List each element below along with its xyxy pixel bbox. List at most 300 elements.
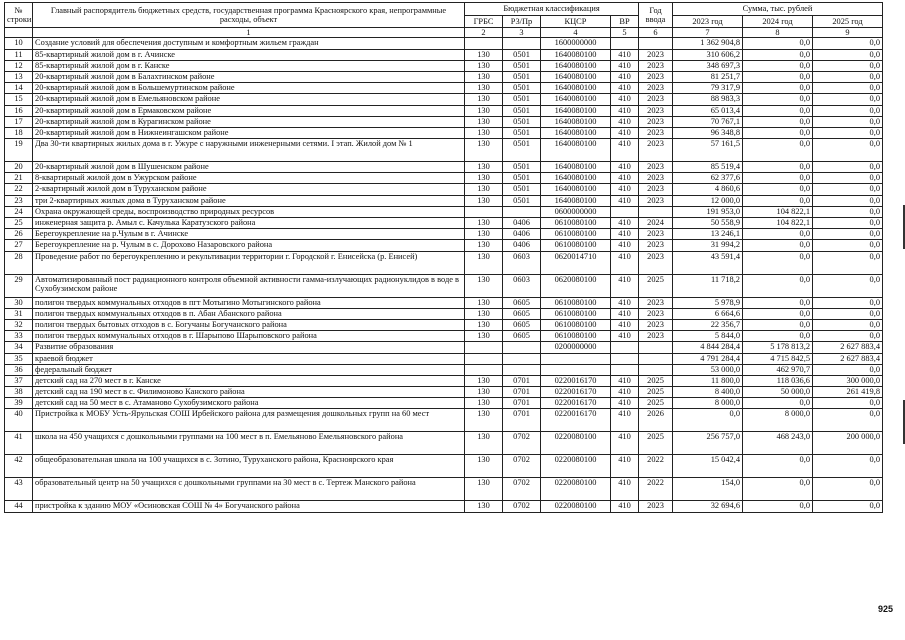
kcsr-code: 0610080100 [541,229,611,240]
table-row [5,116,883,127]
object-name: 20-квартирный жилой дом в Большемуртинском районе [33,83,465,94]
kcsr-code: 0610080100 [541,240,611,251]
sum-2025: 0,0 [813,38,883,49]
col-number: 7 [673,28,743,38]
rzpr-code: 0605 [503,308,541,319]
rzpr-code: 0406 [503,229,541,240]
grbs-code: 130 [465,501,503,512]
sum-2025: 2 627 883,4 [813,353,883,364]
table-row [5,319,883,330]
sum-2025: 0,0 [813,398,883,409]
table-row [5,127,883,138]
row-number: 25 [5,218,33,229]
rzpr-code: 0501 [503,139,541,162]
kcsr-code: 0220016170 [541,375,611,386]
grbs-code: 130 [465,83,503,94]
sum-2023: 5 978,9 [673,297,743,308]
kcsr-code: 0620080100 [541,274,611,297]
table-row [5,364,883,375]
row-number: 41 [5,432,33,455]
grbs-code: 130 [465,478,503,501]
sum-2024: 104 822,1 [743,218,813,229]
sum-2024: 0,0 [743,501,813,512]
row-number: 24 [5,206,33,217]
vr-code: 410 [611,116,639,127]
row-number: 17 [5,116,33,127]
vr-code: 410 [611,71,639,82]
vr-code: 410 [611,501,639,512]
sum-2025: 0,0 [813,94,883,105]
kcsr-code: 0220080100 [541,501,611,512]
sum-2025: 0,0 [813,184,883,195]
table-row [5,206,883,217]
commission-year: 2023 [639,331,673,342]
sum-2023: 22 356,7 [673,319,743,330]
kcsr-code [541,364,611,375]
table-row [5,387,883,398]
row-number: 10 [5,38,33,49]
grbs-code: 130 [465,240,503,251]
kcsr-code [541,353,611,364]
commission-year: 2023 [639,251,673,274]
row-number: 38 [5,387,33,398]
sum-2023: 4 791 284,4 [673,353,743,364]
rzpr-code: 0605 [503,331,541,342]
row-number: 20 [5,162,33,173]
vr-code [611,342,639,353]
vr-code: 410 [611,251,639,274]
kcsr-code: 1640080100 [541,173,611,184]
sum-2023: 0,0 [673,409,743,432]
sum-2025: 0,0 [813,501,883,512]
vr-code: 410 [611,319,639,330]
vr-code: 410 [611,94,639,105]
header-vr: ВР [611,16,639,28]
sum-2024: 104 822,1 [743,206,813,217]
commission-year: 2025 [639,398,673,409]
grbs-code [465,353,503,364]
grbs-code: 130 [465,229,503,240]
table-row [5,218,883,229]
row-number: 21 [5,173,33,184]
sum-2025: 0,0 [813,195,883,206]
commission-year: 2023 [639,297,673,308]
grbs-code: 130 [465,432,503,455]
kcsr-code: 0610080100 [541,297,611,308]
row-number: 26 [5,229,33,240]
sum-2023: 57 161,5 [673,139,743,162]
table-row [5,455,883,478]
grbs-code [465,364,503,375]
sum-2023: 5 844,0 [673,331,743,342]
rzpr-code: 0701 [503,409,541,432]
grbs-code: 130 [465,331,503,342]
sum-2024: 0,0 [743,139,813,162]
header-object-name: Главный распорядитель бюджетных средств, государственная программа Красноярского края, непрограммные расходы, объект [33,3,465,28]
sum-2023: 6 664,6 [673,308,743,319]
sum-2023: 96 348,8 [673,127,743,138]
object-name: 20-квартирный жилой дом в Нижнеингашском районе [33,127,465,138]
kcsr-code: 0220016170 [541,387,611,398]
object-name: 20-квартирный жилой дом в Курагинском районе [33,116,465,127]
rzpr-code: 0605 [503,297,541,308]
row-number: 27 [5,240,33,251]
sum-2023: 4 860,6 [673,184,743,195]
header-budget-classification: Бюджетная классификация [465,3,639,16]
vr-code: 410 [611,184,639,195]
table-row [5,162,883,173]
object-name: Пристройка к МОБУ Усть-Ярульская СОШ Ирбейского района для размещения дошкольных групп на 60 мест [33,409,465,432]
sum-2024: 4 715 842,5 [743,353,813,364]
table-row [5,195,883,206]
object-name: 20-квартирный жилой дом в Ермаковском районе [33,105,465,116]
row-number: 35 [5,353,33,364]
object-name: пристройка к зданию МОУ «Осиновская СОШ № 4» Богучанского района [33,501,465,512]
commission-year: 2024 [639,218,673,229]
rzpr-code: 0501 [503,162,541,173]
table-body [5,38,883,512]
kcsr-code: 0600000000 [541,206,611,217]
commission-year: 2023 [639,49,673,60]
sum-2023: 85 519,4 [673,162,743,173]
rzpr-code: 0701 [503,375,541,386]
rzpr-code [503,206,541,217]
rzpr-code: 0501 [503,173,541,184]
object-name: детский сад на 190 мест в с. Филимоново Канского района [33,387,465,398]
object-name: полигон твердых коммунальных отходов в г. Шарыпово Шарыповского района [33,331,465,342]
sum-2024: 0,0 [743,229,813,240]
commission-year: 2025 [639,274,673,297]
grbs-code: 130 [465,297,503,308]
sum-2023: 70 767,1 [673,116,743,127]
row-number: 44 [5,501,33,512]
sum-2024: 0,0 [743,184,813,195]
col-number: 6 [639,28,673,38]
sum-2024: 0,0 [743,455,813,478]
grbs-code: 130 [465,375,503,386]
sum-2023: 79 317,9 [673,83,743,94]
table-row [5,251,883,274]
sum-2024: 468 243,0 [743,432,813,455]
sum-2025: 0,0 [813,455,883,478]
table-row [5,105,883,116]
grbs-code: 130 [465,409,503,432]
row-number: 31 [5,308,33,319]
sum-2025: 261 419,8 [813,387,883,398]
rzpr-code: 0501 [503,60,541,71]
sum-2023: 13 246,1 [673,229,743,240]
sum-2025: 2 627 883,4 [813,342,883,353]
sum-2023: 65 013,4 [673,105,743,116]
grbs-code: 130 [465,49,503,60]
object-name: полигон твердых коммунальных отходов в пгт Мотыгино Мотыгинского района [33,297,465,308]
sum-2025: 0,0 [813,127,883,138]
grbs-code: 130 [465,105,503,116]
sum-2025: 0,0 [813,60,883,71]
vr-code [611,206,639,217]
object-name: Берегоукрепление на р. Чулым в с. Дорохово Назаровского района [33,240,465,251]
budget-table [4,2,883,513]
sum-2025: 0,0 [813,83,883,94]
row-number: 36 [5,364,33,375]
rzpr-code: 0701 [503,387,541,398]
grbs-code: 130 [465,274,503,297]
rzpr-code: 0702 [503,501,541,512]
table-row [5,83,883,94]
vr-code: 410 [611,240,639,251]
vr-code: 410 [611,60,639,71]
sum-2025: 0,0 [813,116,883,127]
rzpr-code: 0406 [503,218,541,229]
grbs-code: 130 [465,184,503,195]
table-row [5,398,883,409]
object-name: 2-квартирный жилой дом в Туруханском районе [33,184,465,195]
vr-code: 410 [611,308,639,319]
kcsr-code: 1640080100 [541,127,611,138]
vr-code: 410 [611,375,639,386]
row-number: 33 [5,331,33,342]
commission-year: 2023 [639,184,673,195]
sum-2025: 0,0 [813,297,883,308]
vr-code [611,38,639,49]
table-row [5,331,883,342]
grbs-code: 130 [465,173,503,184]
table-row [5,353,883,364]
col-number: 8 [743,28,813,38]
row-number: 42 [5,455,33,478]
sum-2024: 0,0 [743,49,813,60]
grbs-code: 130 [465,162,503,173]
row-number: 15 [5,94,33,105]
vr-code [611,364,639,375]
commission-year: 2025 [639,432,673,455]
table-row [5,71,883,82]
grbs-code: 130 [465,455,503,478]
kcsr-code: 1640080100 [541,139,611,162]
object-name: 20-квартирный жилой дом в Балахтинском районе [33,71,465,82]
commission-year [639,364,673,375]
sum-2025: 300 000,0 [813,375,883,386]
grbs-code [465,342,503,353]
sum-2024: 0,0 [743,274,813,297]
sum-2024: 0,0 [743,116,813,127]
object-name: Два 30-ти квартирных жилых дома в г. Ужуре с наружными инженерными сетями. I этап. Жилой дом № 1 [33,139,465,162]
col-number: 5 [611,28,639,38]
row-number: 29 [5,274,33,297]
commission-year: 2023 [639,105,673,116]
row-number: 16 [5,105,33,116]
commission-year: 2023 [639,139,673,162]
grbs-code: 130 [465,60,503,71]
grbs-code: 130 [465,116,503,127]
kcsr-code: 0610080100 [541,308,611,319]
object-name: детский сад на 50 мест в с. Атаманово Сухобузимского района [33,398,465,409]
row-number: 37 [5,375,33,386]
kcsr-code: 1640080100 [541,49,611,60]
sum-2023: 191 953,0 [673,206,743,217]
commission-year [639,38,673,49]
commission-year: 2023 [639,116,673,127]
sum-2024: 0,0 [743,297,813,308]
grbs-code: 130 [465,387,503,398]
header-grbs: ГРБС [465,16,503,28]
kcsr-code: 0220016170 [541,409,611,432]
table-row [5,342,883,353]
sum-2025: 0,0 [813,240,883,251]
sum-2023: 256 757,0 [673,432,743,455]
row-number: 40 [5,409,33,432]
commission-year: 2023 [639,240,673,251]
commission-year: 2023 [639,173,673,184]
sum-2024: 0,0 [743,398,813,409]
kcsr-code: 1640080100 [541,195,611,206]
sum-2023: 11 800,0 [673,375,743,386]
vr-code: 410 [611,195,639,206]
sum-2024: 0,0 [743,240,813,251]
rzpr-code: 0501 [503,94,541,105]
sum-2024: 0,0 [743,308,813,319]
row-number: 39 [5,398,33,409]
header-year-2024: 2024 год [743,16,813,28]
grbs-code: 130 [465,398,503,409]
kcsr-code: 1640080100 [541,105,611,116]
table-row [5,49,883,60]
vr-code: 410 [611,398,639,409]
sum-2024: 0,0 [743,162,813,173]
table-row [5,478,883,501]
sum-2024: 0,0 [743,195,813,206]
object-name: 85-квартирный жилой дом в г. Канске [33,60,465,71]
commission-year: 2023 [639,60,673,71]
kcsr-code: 1600000000 [541,38,611,49]
object-name: образовательный центр на 50 учащихся с дошкольными группами на 30 мест в с. Тертеж Манского района [33,478,465,501]
sum-2025: 0,0 [813,71,883,82]
sum-2025: 0,0 [813,105,883,116]
rzpr-code: 0501 [503,127,541,138]
object-name: 20-квартирный жилой дом в Шушенском районе [33,162,465,173]
sum-2024: 0,0 [743,83,813,94]
commission-year [639,206,673,217]
kcsr-code: 0610080100 [541,218,611,229]
table-row [5,308,883,319]
grbs-code: 130 [465,94,503,105]
sum-2023: 11 718,2 [673,274,743,297]
kcsr-code: 0620014710 [541,251,611,274]
grbs-code: 130 [465,127,503,138]
header-kcsr: КЦСР [541,16,611,28]
vr-code: 410 [611,331,639,342]
commission-year [639,353,673,364]
commission-year: 2023 [639,94,673,105]
table-row [5,274,883,297]
object-name: 85-квартирный жилой дом в г. Ачинске [33,49,465,60]
sum-2025: 0,0 [813,319,883,330]
commission-year: 2023 [639,195,673,206]
vr-code: 410 [611,173,639,184]
vr-code: 410 [611,432,639,455]
object-name: краевой бюджет [33,353,465,364]
sum-2024: 0,0 [743,331,813,342]
table-row [5,229,883,240]
object-name: полигон твердых коммунальных отходов в п. Абан Абанского района [33,308,465,319]
rzpr-code: 0501 [503,195,541,206]
vr-code: 410 [611,49,639,60]
table-row [5,297,883,308]
kcsr-code: 0220080100 [541,432,611,455]
commission-year: 2023 [639,71,673,82]
rzpr-code: 0702 [503,455,541,478]
sum-2024: 0,0 [743,251,813,274]
rzpr-code: 0702 [503,432,541,455]
col-number [5,28,33,38]
sum-2024: 0,0 [743,38,813,49]
row-number: 34 [5,342,33,353]
rzpr-code: 0702 [503,478,541,501]
kcsr-code: 1640080100 [541,83,611,94]
kcsr-code: 0610080100 [541,319,611,330]
kcsr-code: 1640080100 [541,71,611,82]
sum-2025: 0,0 [813,49,883,60]
grbs-code: 130 [465,139,503,162]
row-number: 14 [5,83,33,94]
rzpr-code [503,38,541,49]
object-name: полигон твердых бытовых отходов в с. Богучаны Богучанского района [33,319,465,330]
sum-2025: 0,0 [813,478,883,501]
sum-2023: 53 000,0 [673,364,743,375]
row-number: 30 [5,297,33,308]
sum-2024: 0,0 [743,94,813,105]
header-year-2025: 2025 год [813,16,883,28]
commission-year: 2023 [639,501,673,512]
row-number: 28 [5,251,33,274]
header-sum: Сумма, тыс. рублей [673,3,883,16]
sum-2023: 43 591,4 [673,251,743,274]
sum-2023: 154,0 [673,478,743,501]
sum-2024: 5 178 813,2 [743,342,813,353]
object-name: Берегоукрепление на р.Чулым в г. Ачинске [33,229,465,240]
sum-2023: 50 558,9 [673,218,743,229]
table-row [5,60,883,71]
row-number: 22 [5,184,33,195]
col-number: 3 [503,28,541,38]
rzpr-code: 0603 [503,251,541,274]
kcsr-code: 1640080100 [541,116,611,127]
sum-2024: 0,0 [743,105,813,116]
sum-2024: 462 970,7 [743,364,813,375]
grbs-code: 130 [465,195,503,206]
sum-2025: 0,0 [813,331,883,342]
sum-2025: 0,0 [813,409,883,432]
object-name: Развитие образования [33,342,465,353]
vr-code: 410 [611,105,639,116]
header-rzpr: Р3/Пр [503,16,541,28]
commission-year: 2023 [639,83,673,94]
sum-2023: 31 994,2 [673,240,743,251]
object-name: общеобразовательная школа на 100 учащихся в с. Зотино, Туруханского района, Красноярского края [33,455,465,478]
rzpr-code: 0603 [503,274,541,297]
object-name: инженерная защита р. Амыл с. Качулька Каратузского района [33,218,465,229]
commission-year: 2023 [639,127,673,138]
header-row-number: № строки [5,3,33,28]
row-number: 18 [5,127,33,138]
object-name: Охрана окружающей среды, воспроизводство природных ресурсов [33,206,465,217]
table-row [5,240,883,251]
grbs-code [465,206,503,217]
col-number: 2 [465,28,503,38]
object-name: Проведение работ по берегоукреплению и рекультивации территории г. Городской г. Енисейска (р. Енисей) [33,251,465,274]
sum-2023: 62 377,6 [673,173,743,184]
vr-code: 410 [611,274,639,297]
